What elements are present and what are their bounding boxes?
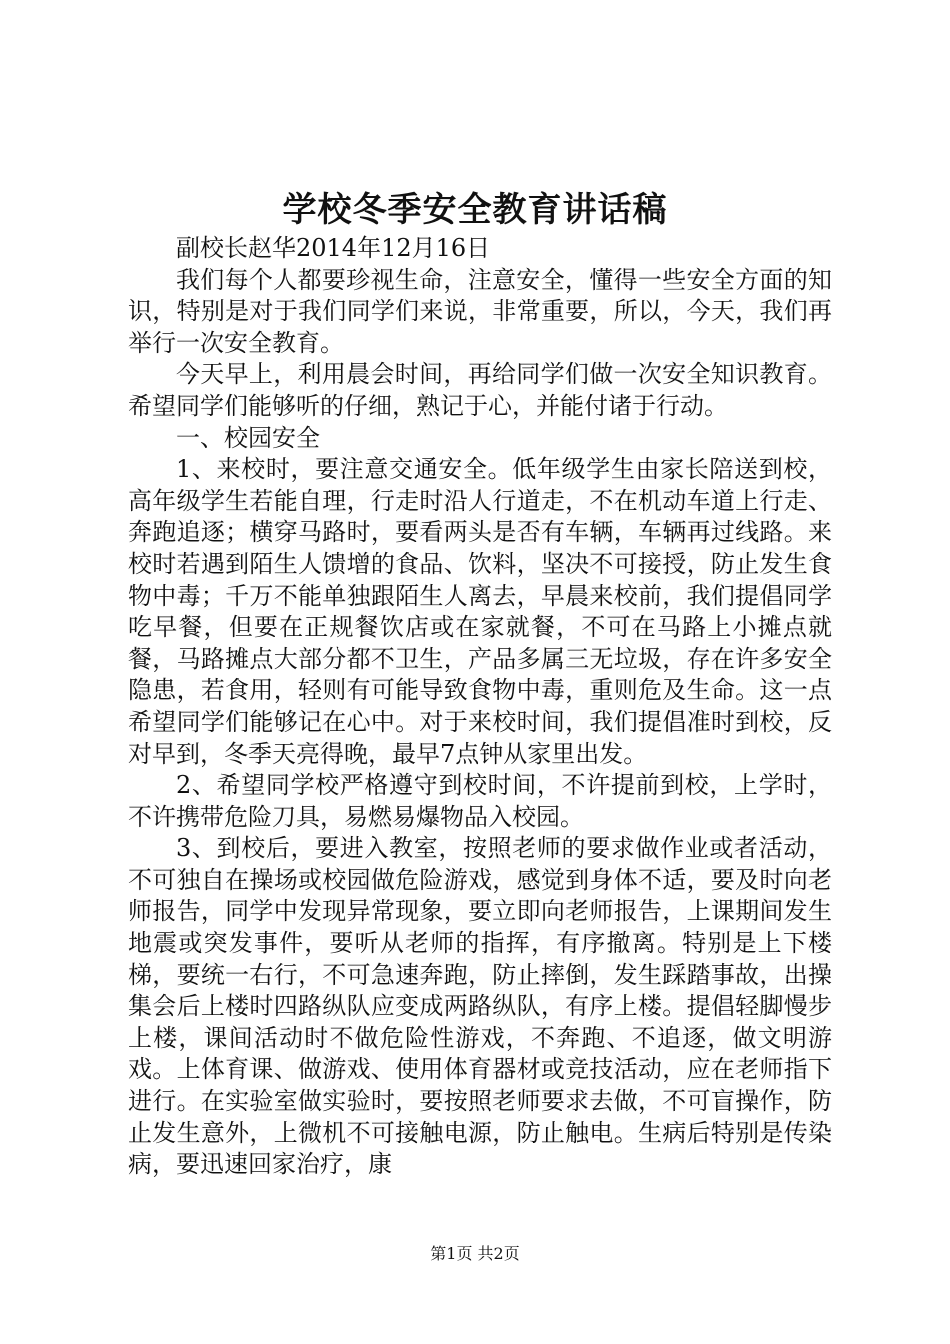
section-heading: 一、校园安全 — [176, 423, 320, 452]
document-body — [128, 233, 832, 1181]
document-title: 学校冬季安全教育讲话稿 — [282, 190, 668, 230]
paragraph: 3、到校后，要进入教室，按照老师的要求做作业或者活动，不可独自在操场或校园做危险游戏，感觉到身体不适，要及时向老师报告，同学中发现异常现象，要立即向老师报告，上课期间发生地震或突发事件，要听从老师的指挥，有序撤离。特别是上下楼梯，要统一右行，不可急速奔跑，防止摔倒，发生踩踏事故，出操集会后上楼时四路纵队应变成两路纵队，有序上楼。提倡轻脚慢步上楼，课间活动时不做危险性游戏，不奔跑、不追逐，做文明游戏。上体育课、做游戏、使用体育器材或竞技活动，应在老师指下进行。在实验室做实验时，要按照老师要求去做，不可盲操作，防止发生意外，上微机不可接触电源，防止触电。生病后特别是传染病，要迅速回家治疗，康 — [128, 834, 832, 1179]
paragraph-byline: 副校长赵华2014年12月16日 — [176, 234, 491, 262]
paragraph: 我们每个人都要珍视生命，注意安全，懂得一些安全方面的知识，特别是对于我们同学们来说，非常重要，所以，今天，我们再举行一次安全教育。 — [128, 265, 832, 357]
paragraph: 今天早上，利用晨会时间，再给同学们做一次安全知识教育。希望同学们能够听的仔细，熟记于心，并能付诸于行动。 — [128, 360, 832, 420]
paragraph: 1、来校时，要注意交通安全。低年级学生由家长陪送到校，高年级学生若能自理，行走时沿人行道走，不在机动车道上行走、奔跑追逐；横穿马路时，要看两头是否有车辆，车辆再过线路。来校时若遇到陌生人馈增的食品、饮料，坚决不可接授，防止发生食物中毒；千万不能单独跟陌生人离去，早晨来校前，我们提倡同学吃早餐，但要在正规餐饮店或在家就餐，不可在马路上小摊点就餐，马路摊点大部分都不卫生，产品多属三无垃圾，存在许多安全隐患，若食用，轻则有可能导致食物中毒，重则危及生命。这一点希望同学们能够记在心中。对于来校时间，我们提倡准时到校，反对早到，冬季天亮得晚，最早7点钟从家里出发。 — [128, 455, 832, 768]
page-footer: 第1页 共2页 — [430, 1244, 520, 1263]
paragraph: 2、希望同学校严格遵守到校时间，不许提前到校，上学时，不许携带危险刀具，易燃易爆物品入校园。 — [128, 771, 832, 831]
